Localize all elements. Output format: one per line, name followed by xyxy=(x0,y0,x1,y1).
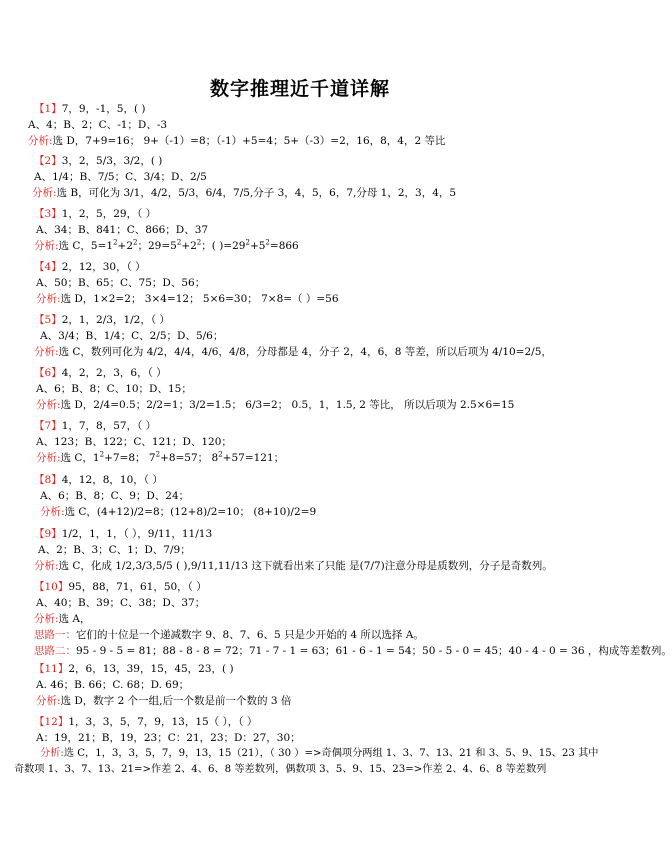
problem-number: 【10】 xyxy=(34,581,69,593)
problem-number: 【4】 xyxy=(34,261,62,273)
analysis-label: 分析: xyxy=(40,748,64,759)
problem-sequence: 1，7，8，57，（ ） xyxy=(61,420,157,432)
problem-options: A、4；B、2；C、-1；D、-3 xyxy=(28,119,168,131)
problem-options: A、34；B、841；C、866；D、37 xyxy=(36,224,209,236)
problem-number: 【3】 xyxy=(34,208,62,220)
problem-sequence: 1/2，1，1，（ ），9/11，11/13 xyxy=(61,528,213,540)
analysis-label: 分析: xyxy=(36,293,61,305)
analysis-text: 选 C，化成 1/2,3/3,5/5 ( ),9/11,11/13 这下就看出来了只能 是(7/7)注意分母是质数列，分子是奇数列。 xyxy=(58,560,553,572)
problem-options: A、50；B、65；C、75；D、56； xyxy=(36,277,206,289)
problem-8 xyxy=(0,472,600,520)
problem-sequence: 7，9，-1，5，( ) xyxy=(61,103,146,115)
analysis-text-continued: 奇数项 1、3、7、13、21=>作差 2、4、6、8 等差数列，偶数项 3、5、9、15、23=>作差 2、4、6、8 等差数列 xyxy=(14,764,547,775)
analysis-text: 选 C，$1^2+7=8$； $7^2+8=57$； $8^2+57=121$； xyxy=(60,450,285,464)
problem-10 xyxy=(0,579,672,659)
problem-options: A、40；B、39；C、38；D、37； xyxy=(36,597,206,609)
problem-sequence: 4，12，8，10，（ ） xyxy=(61,474,163,486)
analysis-text: 选 D，2/4=0.5；2/2=1；3/2=1.5； 6/3=2； 0.5，1，1.5, 2 等比， 所以后项为 2.5×6=15 xyxy=(60,399,515,411)
analysis-label: 分析: xyxy=(34,613,59,625)
idea-one-label: 思路一： xyxy=(34,629,76,641)
problem-sequence: 2，1，2/3，1/2，（ ） xyxy=(61,314,170,326)
problem-2 xyxy=(0,153,600,201)
problem-number: 【7】 xyxy=(34,420,62,432)
analysis-label: 分析: xyxy=(36,452,61,464)
problem-1 xyxy=(0,101,600,149)
problem-9 xyxy=(0,526,600,574)
problem-5 xyxy=(0,312,600,360)
analysis-text: 选 D，7+9=16； 9+（-1）=8；（-1）+5=4；5+（-3）=2，16，8，4，2 等比 xyxy=(52,135,446,147)
problem-6 xyxy=(0,365,600,413)
analysis-text: 选 A， xyxy=(58,613,91,625)
problem-number: 【8】 xyxy=(34,474,62,486)
problem-sequence: 2，6，13，39，15，45，23，( ) xyxy=(68,663,234,675)
problem-number: 【11】 xyxy=(34,663,69,675)
problem-sequence: 4，2，2，3，6，（ ） xyxy=(61,367,167,379)
analysis-text: 选 C，$5=1^2+2^2$；$29=5^2+2^2$；( )$=29^2+5^2=866$ xyxy=(58,238,299,252)
problem-options: A、6；B、8；C、10；D、15； xyxy=(36,383,192,395)
idea-one-text: 它们的十位是一个递减数字 9、8、7、6、5 只是少开始的 4 所以选择 A。 xyxy=(76,629,424,641)
problem-number: 【12】 xyxy=(34,716,69,728)
problem-options: A. 46；B. 66；C. 68；D. 69； xyxy=(36,679,190,691)
problem-sequence: 3，2，5/3，3/2，( ) xyxy=(61,155,163,167)
problem-options: A、6；B、8；C、9；D、24； xyxy=(40,490,190,502)
problem-7 xyxy=(0,418,600,466)
problem-sequence: 1，3，3，5，7，9，13，15（ ），（ ） xyxy=(68,716,258,728)
problem-number: 【6】 xyxy=(34,367,62,379)
problem-sequence: 2，12，30，（ ） xyxy=(61,261,146,273)
analysis-text: 选 C，(4+12)/2=8；(12+8)/2=10； (8+10)/2=9 xyxy=(64,506,317,518)
problem-sequence: 95，88，71，61，50，（ ） xyxy=(68,581,207,593)
page-title: 数字推理近千道详解 xyxy=(209,78,390,100)
problem-options: A：19，21；B，19，23；C：21，23；D：27，30； xyxy=(36,732,301,744)
analysis-text: 选 D，1×2=2； 3×4=12； 5×6=30； 7×8=（ ）=56 xyxy=(60,293,339,305)
problem-12 xyxy=(0,714,600,778)
problem-options: A、2；B、3；C、1；D、7/9； xyxy=(38,544,191,556)
idea-two-text: 95 - 9 - 5 = 81；88 - 8 - 8 = 72；71 - 7 - 1 = 63；61 - 6 - 1 = 54；50 - 5 - 0 = 45；40 - 4 - 0 = 36 ，构成等差数列。 xyxy=(76,645,672,657)
analysis-label: 分析: xyxy=(34,346,59,358)
analysis-label: 分析: xyxy=(28,135,53,147)
analysis-text: 选 B，可化为 3/1，4/2，5/3，6/4，7/5,分子 3，4，5，6，7,分母 1，2，3，4，5 xyxy=(56,187,457,199)
analysis-text: 选 D，数字 2 个一组,后一个数是前一个数的 3 倍 xyxy=(60,695,292,707)
problem-options: A、123；B、122；C、121；D、120； xyxy=(36,436,232,448)
problem-4 xyxy=(0,259,600,307)
problem-number: 【9】 xyxy=(34,528,62,540)
problem-3 xyxy=(0,206,600,254)
analysis-label: 分析: xyxy=(34,240,59,252)
analysis-label: 分析: xyxy=(34,560,59,572)
idea-two-label: 思路二： xyxy=(34,645,76,657)
analysis-text: 选 C，1，3，3，5，7，9，13，15（21），（ 30 ）=>奇偶项分两组 1、3、7、13、21 和 3、5、9、15、23 其中 xyxy=(63,748,599,759)
problem-11 xyxy=(0,661,600,709)
problem-sequence: 1，2，5，29，（ ） xyxy=(61,208,157,220)
problem-options: A、3/4；B、1/4；C、2/5；D、5/6； xyxy=(40,330,224,342)
analysis-text: 选 C，数列可化为 4/2，4/4，4/6，4/8，分母都是 4，分子 2，4，6，8 等差，所以后项为 4/10=2/5， xyxy=(58,346,552,358)
problem-options: A、1/4；B、7/5；C、3/4；D、2/5 xyxy=(34,171,207,183)
problem-number: 【2】 xyxy=(34,155,62,167)
problem-number: 【5】 xyxy=(34,314,62,326)
analysis-label: 分析: xyxy=(40,506,65,518)
analysis-label: 分析: xyxy=(36,695,61,707)
analysis-label: 分析: xyxy=(36,399,61,411)
analysis-label: 分析: xyxy=(32,187,57,199)
problem-number: 【1】 xyxy=(34,103,62,115)
